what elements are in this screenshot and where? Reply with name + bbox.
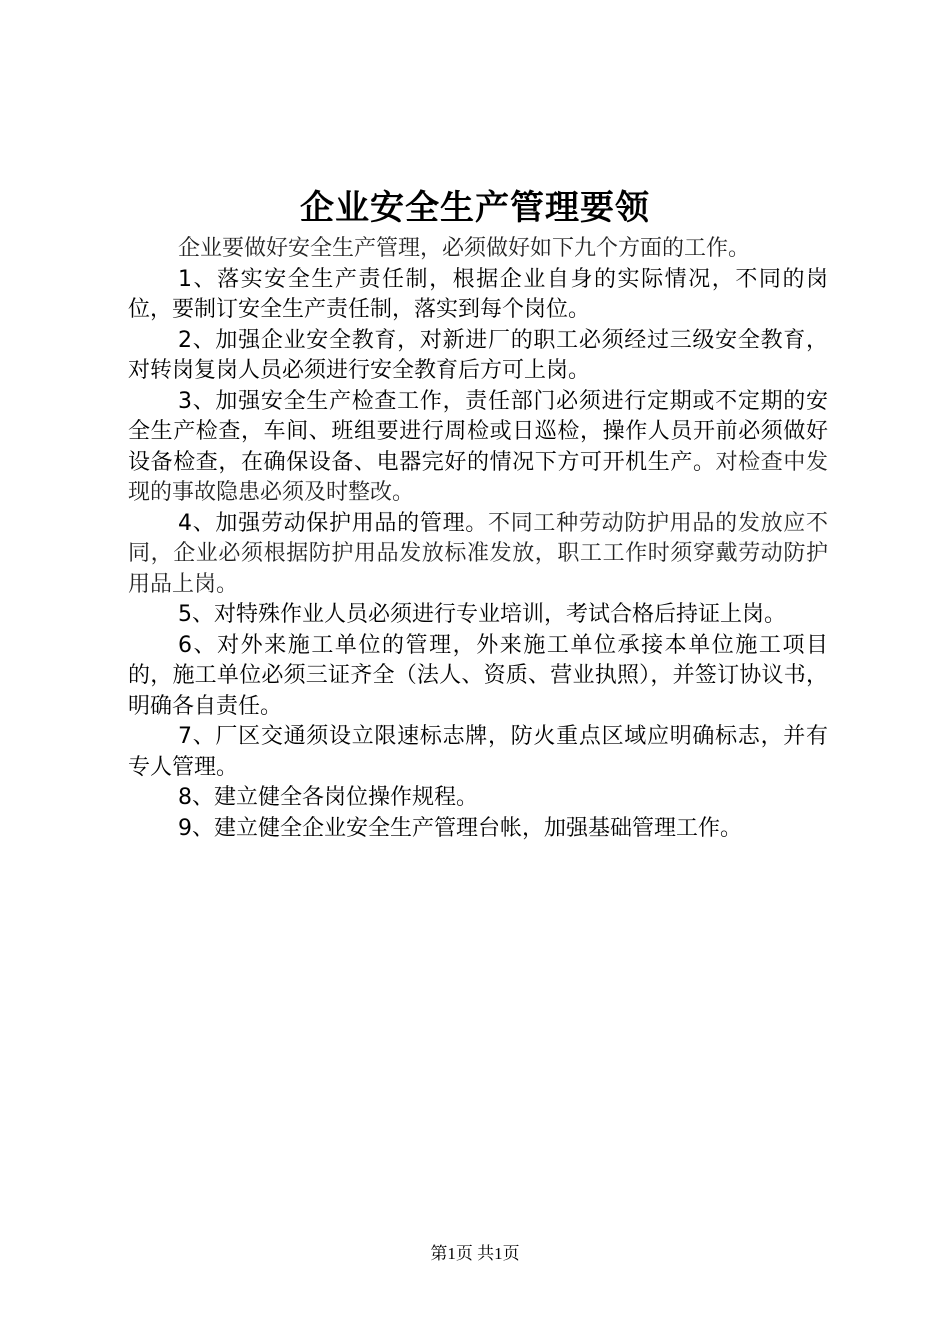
item-text: 2、加强企业安全教育，对新进厂的职工必须经过三级安全教育，对转岗复岗人员必须进行安全教育后方可上岗。	[128, 327, 828, 383]
item-text: 6、对外来施工单位的管理，外来施工单位承接本单位施工项目的，施工单位必须三证齐全（法人、资质、营业执照），并签订协议书，明确各自责任。	[128, 632, 828, 719]
intro-paragraph: 企业要做好安全生产管理，必须做好如下九个方面的工作。	[178, 236, 751, 261]
list-item-4	[128, 509, 828, 601]
list-item-8	[128, 783, 828, 814]
document-title: 企业安全生产管理要领	[300, 188, 650, 228]
item-text: 8、建立健全各岗位操作规程。	[178, 785, 478, 810]
item-text: 1、落实安全生产责任制，根据企业自身的实际情况，不同的岗位，要制订安全生产责任制，落实到每个岗位。	[128, 266, 828, 322]
list-item-6	[128, 631, 828, 723]
item-tail: 不同工种劳动防护用品的发放应不同，企业必须根据防护用品发放标准发放，职工工作时须穿戴劳动防护用品上岗。	[128, 510, 828, 597]
page-number: 第1页 共1页	[430, 1244, 520, 1263]
list-item-3	[128, 387, 828, 509]
document-body	[128, 234, 828, 844]
item-text: 5、对特殊作业人员必须进行专业培训，考试合格后持证上岗。	[178, 602, 786, 627]
item-text: 4、加强劳动保护用品的管理。	[178, 510, 488, 536]
item-text: 7、厂区交通须设立限速标志牌，防火重点区域应明确标志，并有专人管理。	[128, 724, 828, 780]
list-item-9	[128, 814, 828, 845]
list-item-2	[128, 326, 828, 387]
list-item-7	[128, 722, 828, 783]
item-text: 3、加强安全生产检查工作，责任部门必须进行定期或不定期的安全生产检查，车间、班组要进行周检或日巡检，操作人员开前必须做好设备检查，在确保设备、电器完好的情况下方可开机生产。	[128, 388, 828, 475]
list-item-5	[128, 600, 828, 631]
item-tail: 对检查中发现的事故隐患必须及时整改。	[128, 449, 828, 505]
item-text: 9、建立健全企业安全生产管理台帐，加强基础管理工作。	[178, 815, 742, 841]
list-item-1	[128, 265, 828, 326]
